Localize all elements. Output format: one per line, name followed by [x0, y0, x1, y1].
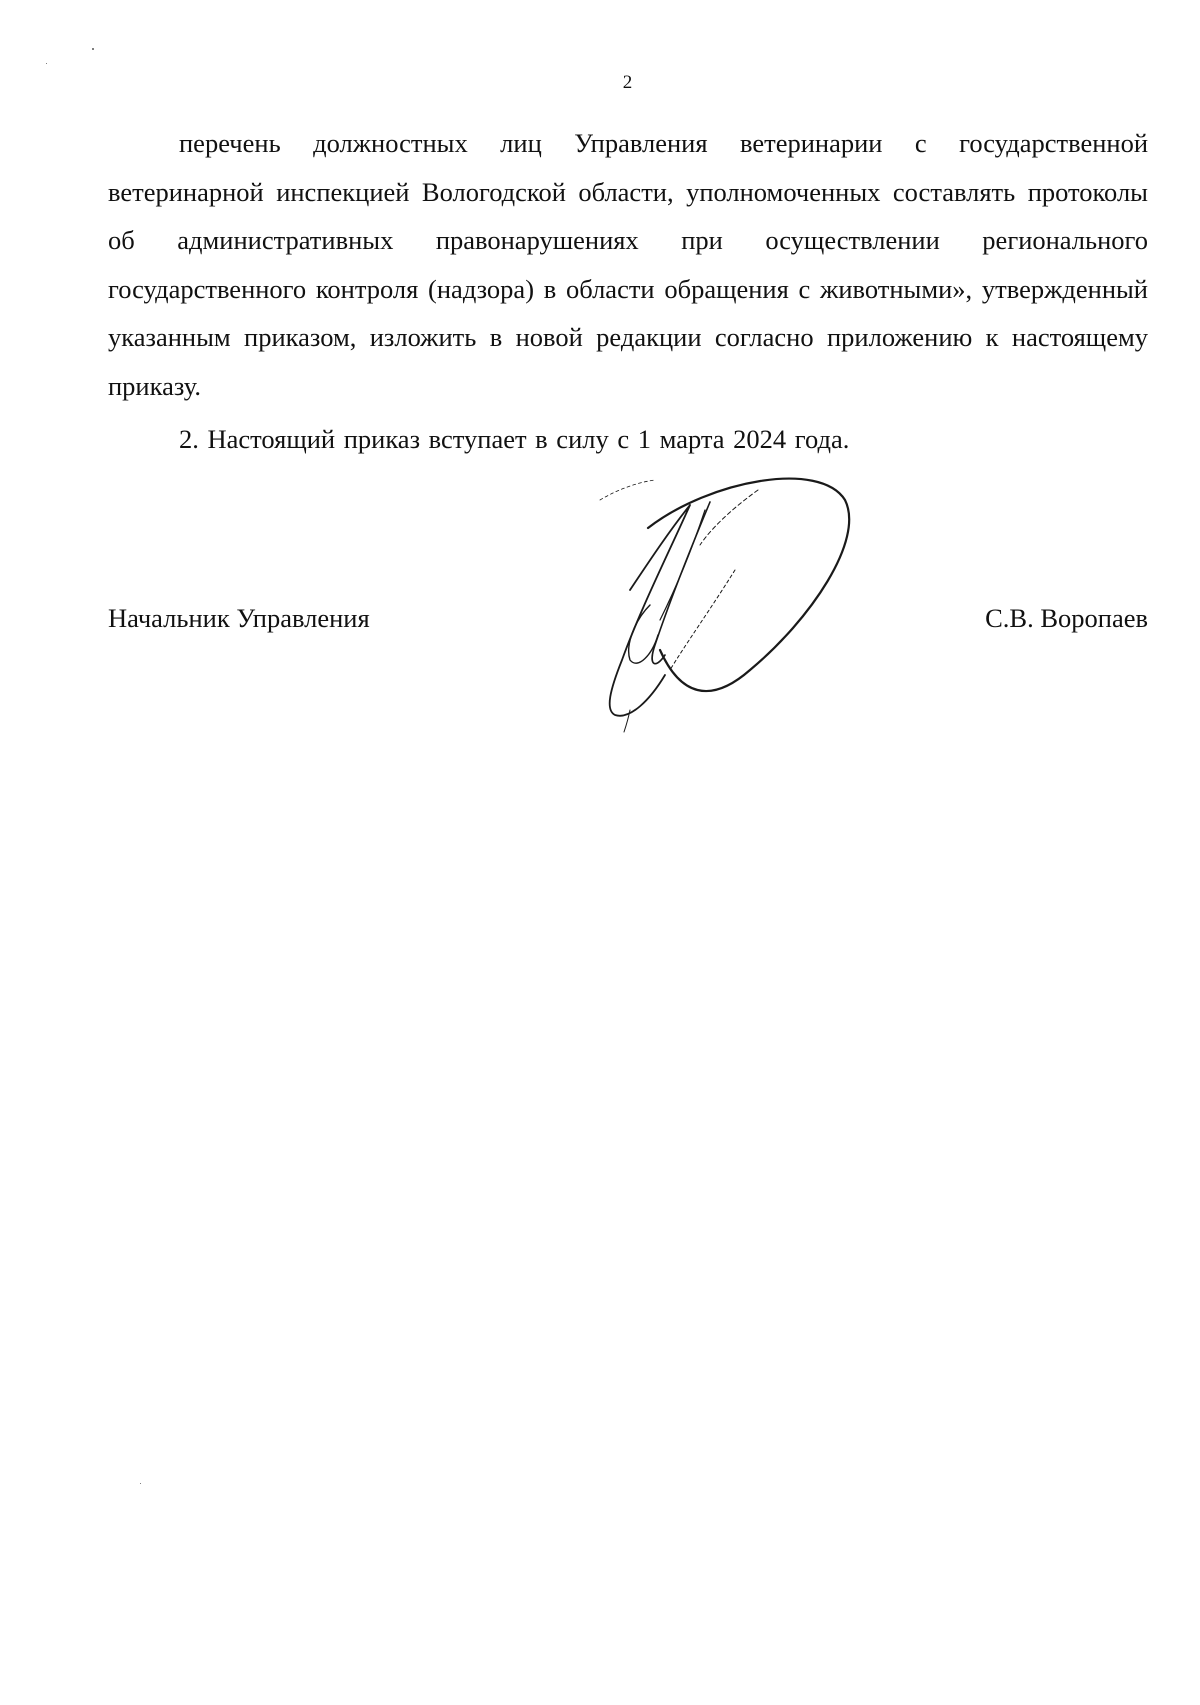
document-body [108, 119, 1148, 463]
paragraph: 2. Настоящий приказ вступает в силу с 1 марта 2024 года. [179, 423, 850, 454]
scan-artifact [92, 48, 94, 50]
scan-artifact [140, 1483, 141, 1484]
signer-position: Начальник Управления [108, 603, 370, 633]
handwritten-signature [560, 470, 880, 740]
page-number: 2 [622, 72, 633, 93]
scan-artifact [46, 63, 47, 64]
signer-name: С.В. Воропаев [985, 603, 1148, 633]
paragraph: перечень должностных лиц Управления ветеринарии с государственной ветеринарной инспекцией Вологодской области, уполномоченных составлять протоколы об административных правонарушениях при осуществлении регионального государственного контроля (надзора) в области обращения с животными», утвержденный указанным приказом, изложить в новой редакции согласно приложению к настоящему приказу. [108, 128, 1148, 401]
